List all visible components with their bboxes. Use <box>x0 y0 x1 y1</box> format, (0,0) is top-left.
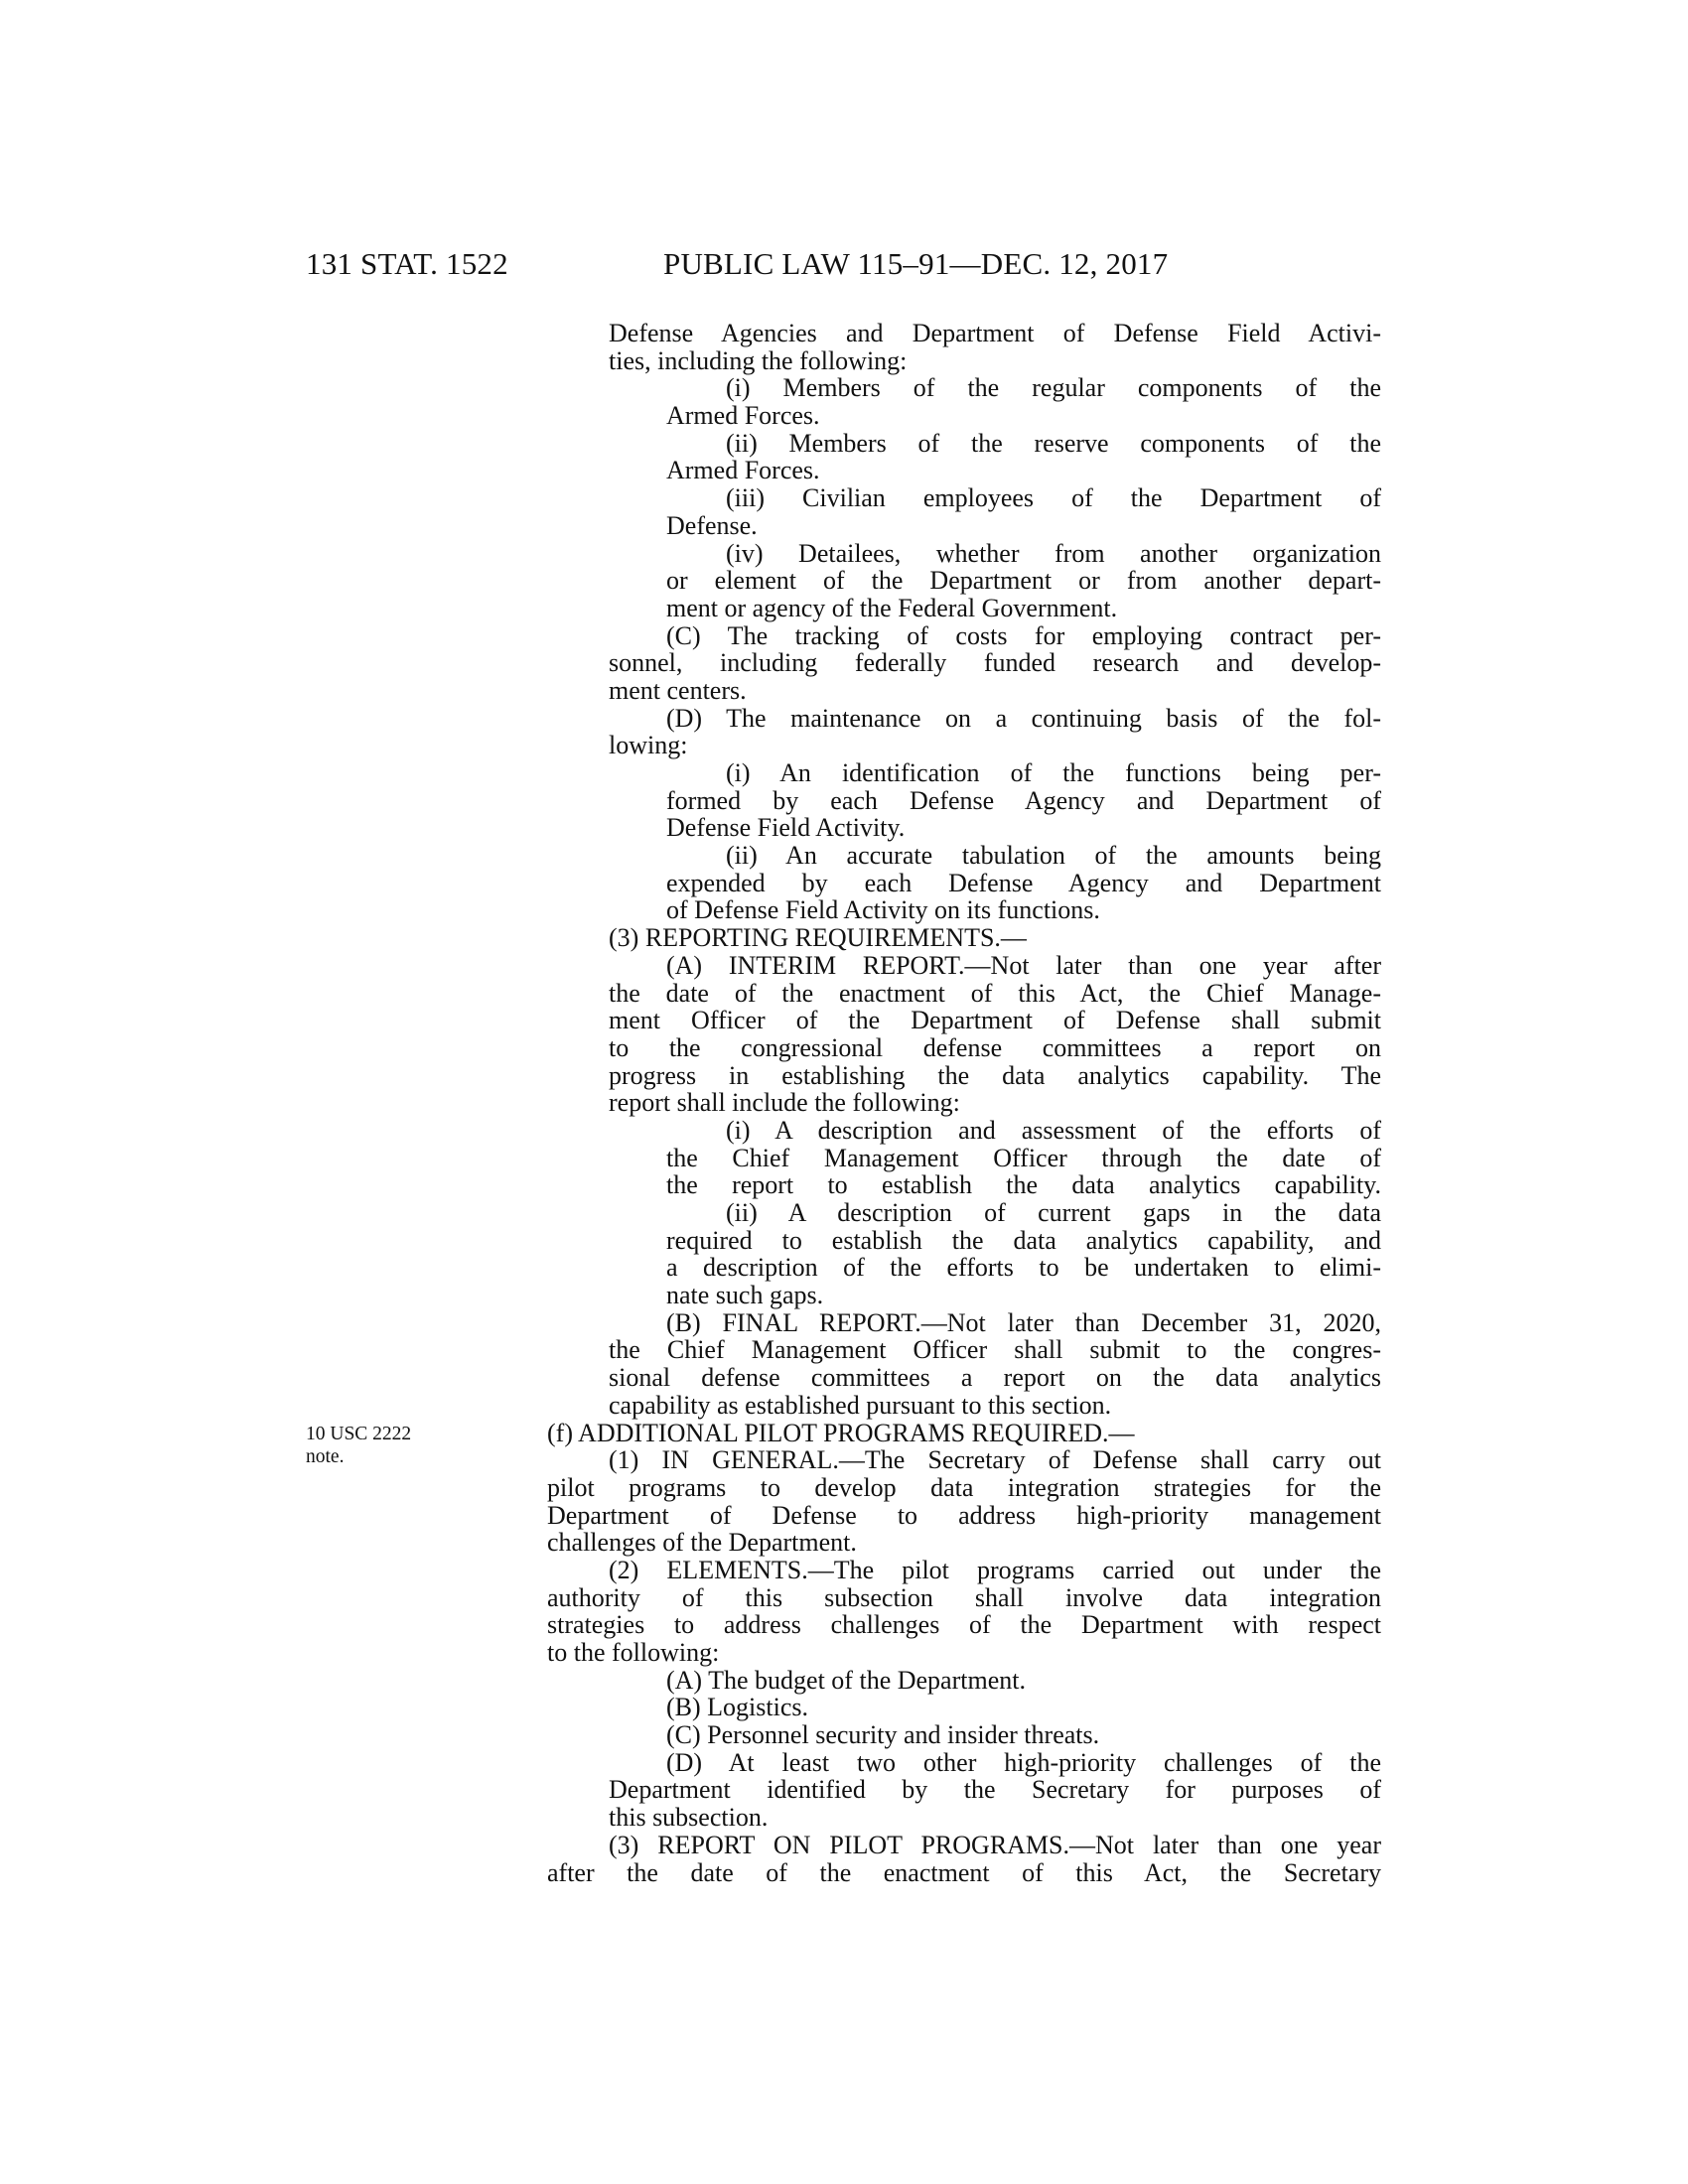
text-line: (C) The tracking of costs for employing contract per- <box>666 620 1381 650</box>
text-line: sonnel, including federally funded research and develop- <box>609 648 1381 678</box>
text-line: (B) FINAL REPORT.—Not later than December 31, 2020, <box>666 1307 1381 1337</box>
text-line: challenges of the Department. <box>547 1528 857 1558</box>
text-line: lowing: <box>609 731 688 760</box>
text-line: Armed Forces. <box>666 401 820 431</box>
text-line: (A) INTERIM REPORT.—Not later than one year after <box>666 950 1381 980</box>
text-line: a description of the efforts to be undertaken to elimi- <box>666 1253 1381 1283</box>
text-line: (i) A description and assessment of the efforts of <box>726 1115 1381 1145</box>
text-line: (f) ADDITIONAL PILOT PROGRAMS REQUIRED.— <box>547 1418 1135 1447</box>
text-line: (B) Logistics. <box>666 1693 808 1722</box>
text-line: (ii) An accurate tabulation of the amounts being <box>726 841 1381 871</box>
text-line: the report to establish the data analytics capability. <box>666 1170 1381 1200</box>
text-line: expended by each Defense Agency and Department <box>666 868 1381 897</box>
text-line: (D) The maintenance on a continuing basis of the fol- <box>666 703 1381 733</box>
page-running-header: PUBLIC LAW 115–91—DEC. 12, 2017 <box>663 246 1169 281</box>
text-line: Department identified by the Secretary for purposes of <box>609 1775 1381 1805</box>
text-line: the date of the enactment of this Act, the Chief Manage- <box>609 978 1381 1008</box>
text-line: Defense Field Activity. <box>666 813 906 843</box>
text-line: the Chief Management Officer shall submit to the congres- <box>609 1335 1381 1365</box>
text-line: ties, including the following: <box>609 345 908 375</box>
text-line: (A) The budget of the Department. <box>666 1665 1026 1695</box>
text-line: sional defense committees a report on the data analytics <box>609 1363 1381 1393</box>
text-line: of Defense Field Activity on its functions. <box>666 895 1100 925</box>
text-line: this subsection. <box>609 1803 769 1833</box>
text-line: ment Officer of the Department of Defense shall submit <box>609 1006 1381 1035</box>
text-line: (i) Members of the regular components of the <box>726 373 1381 403</box>
text-line: (D) At least two other high-priority challenges of the <box>666 1747 1381 1777</box>
text-line: (1) IN GENERAL.—The Secretary of Defense shall carry out <box>609 1445 1381 1475</box>
margin-note-suffix: note. <box>306 1446 345 1467</box>
text-line: (3) REPORT ON PILOT PROGRAMS.—Not later than one year <box>609 1830 1381 1859</box>
text-line: Department of Defense to address high-priority management <box>547 1500 1381 1530</box>
margin-note <box>306 1423 411 1468</box>
text-line: Defense. <box>666 510 758 540</box>
text-line: nate such gaps. <box>666 1281 824 1310</box>
text-line: (C) Personnel security and insider threats. <box>666 1720 1100 1750</box>
text-line: pilot programs to develop data integration strategies for the <box>547 1472 1381 1502</box>
statute-body-text <box>547 320 1381 1886</box>
text-line: (ii) Members of the reserve components of the <box>726 428 1381 458</box>
text-line: Defense Agencies and Department of Defense Field Activi- <box>609 319 1381 347</box>
text-line: the Chief Management Officer through the date of <box>666 1143 1381 1172</box>
text-line: or element of the Department or from another depart- <box>666 566 1381 596</box>
text-line: ment centers. <box>609 675 747 705</box>
text-line: (3) REPORTING REQUIREMENTS.— <box>609 923 1027 953</box>
text-line: strategies to address challenges of the Department with respect <box>547 1610 1381 1640</box>
text-line: report shall include the following: <box>609 1088 960 1118</box>
text-line: ment or agency of the Federal Government. <box>666 593 1118 622</box>
text-line: (iv) Detailees, whether from another organization <box>726 538 1381 568</box>
text-line: capability as established pursuant to this section. <box>609 1390 1112 1420</box>
margin-note-citation: 10 USC 2222 <box>306 1424 412 1444</box>
text-line: (ii) A description of current gaps in the data <box>726 1198 1381 1227</box>
text-line: required to establish the data analytics capability, and <box>666 1225 1381 1255</box>
text-line: (iii) Civilian employees of the Department of <box>726 483 1381 513</box>
text-line: authority of this subsection shall involve data integration <box>547 1582 1381 1612</box>
text-line: (2) ELEMENTS.—The pilot programs carried out under the <box>609 1555 1381 1584</box>
page-stat-citation: 131 STAT. 1522 <box>306 246 508 281</box>
text-line: to the following: <box>547 1638 720 1667</box>
text-line: formed by each Defense Agency and Department of <box>666 785 1381 815</box>
text-line: (i) An identification of the functions being per- <box>726 758 1381 787</box>
text-line: progress in establishing the data analytics capability. The <box>609 1060 1381 1090</box>
text-line: Armed Forces. <box>666 456 820 485</box>
text-line: after the date of the enactment of this Act, the Secretary <box>547 1857 1381 1887</box>
text-line: to the congressional defense committees a report on <box>609 1032 1381 1062</box>
